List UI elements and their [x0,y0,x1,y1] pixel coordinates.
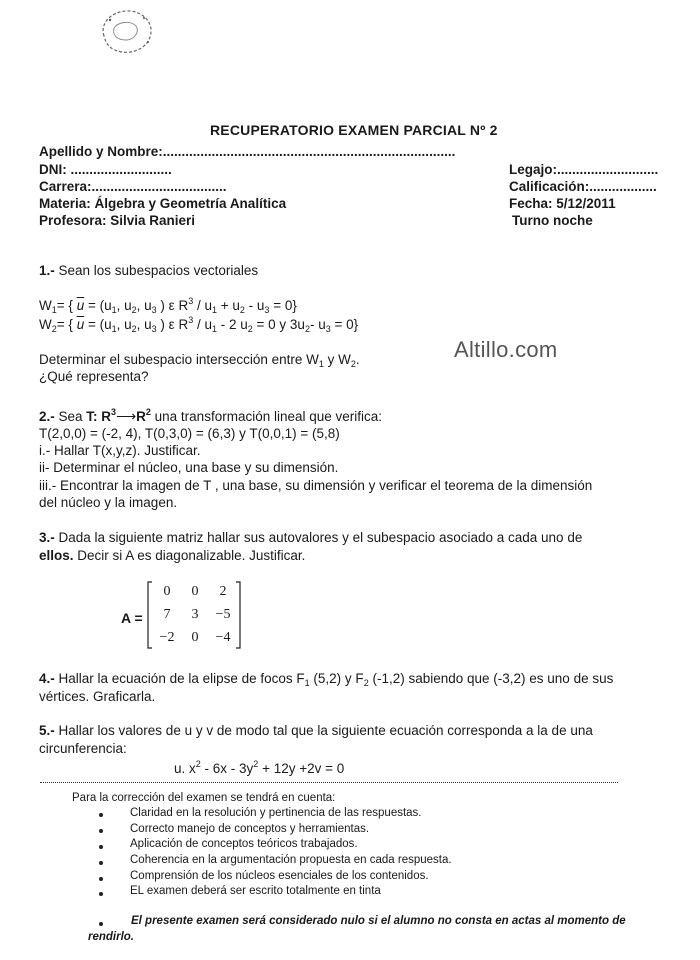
footer-bullet: Coherencia en la argumentación propuesta en cada respuesta. [130,854,452,866]
dni-field: DNI: ........................... [39,162,172,177]
question-2-intro: 2.- Sea T: $R^3⟶R^2$ una transformación lineal que verifica: [39,407,383,424]
question-5-equation: u. $x^2 - 6x - 3y^2 + 12y +2v = 0$ [174,759,345,776]
question-1-que: ¿Qué representa? [39,369,149,384]
matrix-cell: 2 [219,584,227,599]
bullet-icon [99,922,103,926]
vector-u-icon: $\overline{u}$ [76,298,85,313]
question-5-line1: 5.- Hallar los valores de u y v de modo tal que la siguiente ecuación corresponda a la de una [39,723,593,738]
matrix-cell: 3 [191,607,199,622]
fecha-field: Fecha: 5/12/2011 [509,196,616,211]
question-1-w1: $W_1=$ { $\overline{u} = (u_1$, $u_2$, $u_3$ ) ε $R^3 / u_1 + u_2 - u_3 = 0$} [39,296,297,315]
question-5-line2: circunferencia: [39,741,127,756]
question-4-line1: 4.- Hallar la ecuación de la elipse de focos $F_1$ (5,2) y $F_2$ (-1,2) sabiendo que (-3,2) es uno de sus [39,671,614,688]
footer-bullet: Comprensión de los núcleos esenciales de los contenidos. [130,870,429,882]
footer-warning-cont: rendirlo. [88,931,135,943]
carrera-field: Carrera:.................................... [39,179,227,194]
matrix-A [146,580,242,650]
question-3-line1: 3.- Dada la siguiente matriz hallar sus autovalores y el subespacio asociado a cada uno de [39,530,583,545]
footer-intro: Para la corrección del examen se tendrá en cuenta: [72,792,336,804]
watermark-text: Altillo.com [454,337,558,362]
turno-field: Turno noche [512,213,593,228]
arrow-right-icon: ⟶ [116,408,137,424]
exam-title: RECUPERATORIO EXAMEN PARCIAL Nº 2 [210,122,498,138]
apellido-field: Apellido y Nombre:.............................................................................. [39,144,456,159]
matrix-cell: −5 [215,607,231,622]
profesora-field: Profesora: Silvia Ranieri [39,213,196,228]
materia-field: Materia: Álgebra y Geometría Analítica [39,196,287,211]
question-1-w2: $W_2=$ { $\overline{u} = (u_1$, $u_2$, $u_3$ ) ε $R^3 / u_1 - 2$ $u_2 = 0$ y $3u_2-$ $u_3 = 0$} [39,315,359,334]
question-2-item-i: i.- Hallar T(x,y,z). Justificar. [39,443,201,458]
matrix-label: A = [121,610,143,626]
bullet-icon [99,892,103,896]
matrix-cell: −2 [159,630,175,645]
dotted-divider [40,782,618,783]
bullet-icon [99,813,103,817]
matrix-cell: 7 [163,607,171,622]
footer-bullet: EL examen deberá ser escrito totalmente en tinta [130,885,381,897]
matrix-cell: 0 [191,584,199,599]
calificacion-field: Calificación:.................. [509,179,657,194]
legajo-field: Legajo:........................... [509,162,659,177]
question-1-intro: 1.- Sean los subespacios vectoriales [39,263,259,278]
question-3-line2: ellos. Decir si A es diagonalizable. Justificar. [39,548,306,563]
footer-bullet: Claridad en la resolución y pertinencia de las respuestas. [130,807,422,819]
question-4-line2: vértices. Graficarla. [39,689,156,704]
bullet-icon [99,829,103,833]
bullet-icon [99,877,103,881]
bullet-icon [99,861,103,865]
question-2-item-iii-cont: del núcleo y la imagen. [39,495,178,510]
footer-bullet: Aplicación de conceptos teóricos trabajados. [130,838,358,850]
seal-stamp [96,6,158,58]
question-1-determinar: Determinar el subespacio intersección entre $W_1$ y $W_2$. [39,352,360,369]
question-2-line1: T(2,0,0) = (-2, 4), T(0,3,0) = (6,3) y T(0,0,1) = (5,8) [39,426,340,441]
matrix-cell: 0 [163,584,171,599]
footer-warning: El presente examen será considerado nulo si el alumno no consta en actas al momento de [131,915,626,927]
matrix-cell: −4 [215,630,231,645]
footer-bullet: Correcto manejo de conceptos y herramientas. [130,823,370,835]
question-2-item-ii: ii- Determinar el núcleo, una base y su dimensión. [39,460,339,475]
matrix-cell: 0 [191,630,199,645]
question-2-item-iii: iii.- Encontrar la imagen de T , una base, su dimensión y verificar el teorema de la dimensión [39,478,593,493]
bullet-icon [99,845,103,849]
